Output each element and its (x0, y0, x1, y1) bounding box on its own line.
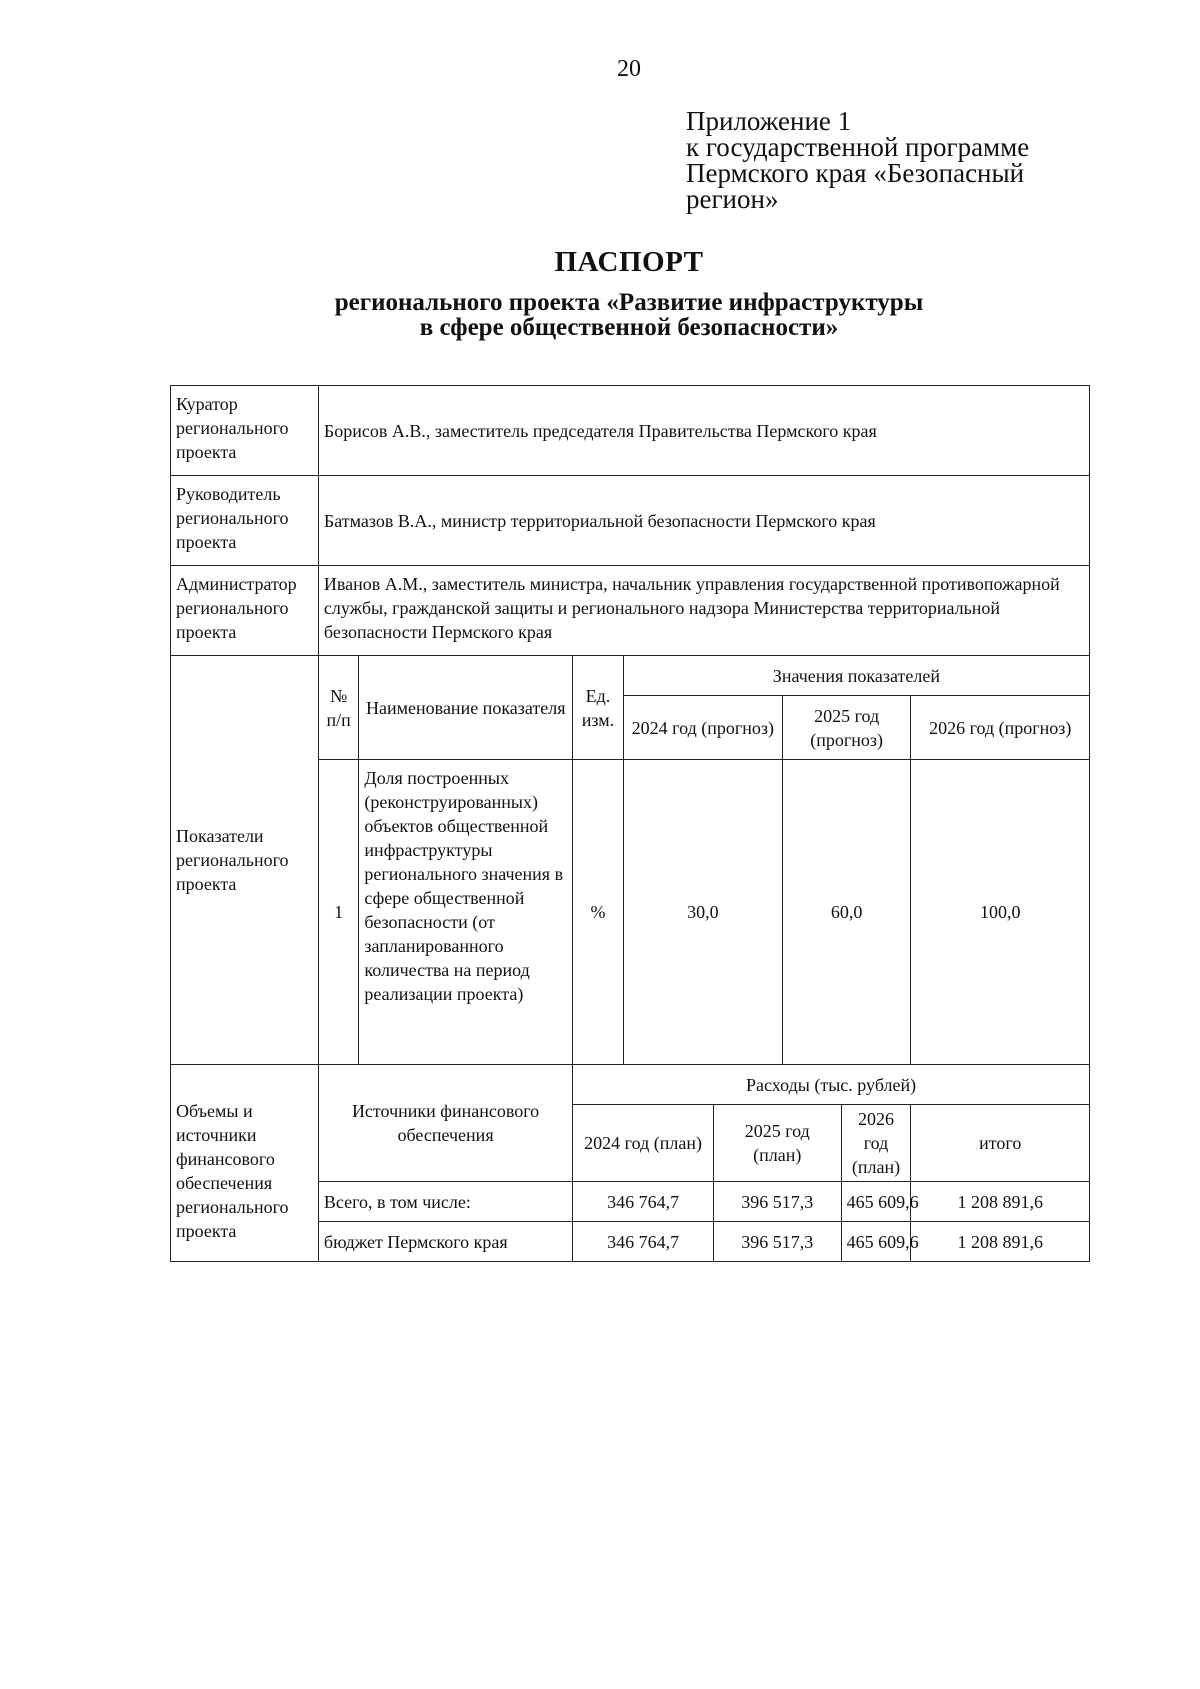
head-value: Батмазов В.А., министр территориальной безопасности Пермского края (318, 476, 1089, 566)
finance-value-2025: 396 517,3 (713, 1182, 841, 1222)
finance-value-2024: 346 764,7 (573, 1182, 714, 1222)
finance-value-total: 1 208 891,6 (911, 1182, 1090, 1222)
curator-row (171, 386, 1090, 476)
appendix-note (686, 108, 1029, 212)
values-header: Значения показателей (623, 656, 1089, 696)
indicator-name: Доля построенных (реконструированных) объектов общественной инфраструктуры регионального значения в сфере общественной безопасности (от запланированного количества на период реализации проекта) (359, 760, 573, 1065)
administrator-value: Иванов А.М., заместитель министра, начальник управления государственной противопожарной службы, гражданской защиты и регионального надзора Министерства территориальной безопасности Пермского края (318, 566, 1089, 656)
finance-source: Всего, в том числе: (318, 1182, 572, 1222)
year-2025-header: 2025 год (прогноз) (782, 696, 911, 760)
appendix-line: Пермского края «Безопасный (686, 158, 1025, 188)
indicator-value-2024: 30,0 (623, 760, 782, 1065)
head-label: Руководитель регионального проекта (171, 476, 319, 566)
total-header: итого (911, 1105, 1090, 1182)
curator-value: Борисов А.В., заместитель председателя Правительства Пермского края (318, 386, 1089, 476)
finance-value-2025: 396 517,3 (713, 1222, 841, 1262)
subtitle-line: регионального проекта «Развитие инфраструктуры (334, 289, 924, 316)
page-number: 20 (617, 56, 641, 82)
head-row (171, 476, 1090, 566)
finance-label: Объемы и источники финансового обеспечения регионального проекта (171, 1065, 319, 1262)
plan-2026-header: 2026 год (план) (841, 1105, 911, 1182)
curator-label: Куратор регионального проекта (171, 386, 319, 476)
year-2024-header: 2024 год (прогноз) (623, 696, 782, 760)
finance-header-row (171, 1065, 1090, 1105)
indicators-label: Показатели регионального проекта (171, 656, 319, 1065)
plan-2025-header: 2025 год (план) (713, 1105, 841, 1182)
subtitle-line: в сфере общественной безопасности» (419, 314, 839, 341)
indicator-value-2025: 60,0 (782, 760, 911, 1065)
indicators-header-row (171, 656, 1090, 696)
administrator-row (171, 566, 1090, 656)
indicator-value-2026: 100,0 (911, 760, 1090, 1065)
col-unit-header: Ед. изм. (573, 656, 624, 760)
plan-2024-header: 2024 год (план) (573, 1105, 714, 1182)
finance-value-total: 1 208 891,6 (911, 1222, 1090, 1262)
document-subtitle (0, 290, 1200, 340)
appendix-line: регион» (686, 184, 779, 214)
finance-source: бюджет Пермского края (318, 1222, 572, 1262)
passport-table (170, 385, 1090, 1262)
finance-value-2024: 346 764,7 (573, 1222, 714, 1262)
appendix-line: к государственной программе (686, 132, 1030, 162)
appendix-line: Приложение 1 (686, 106, 852, 136)
indicator-number: 1 (318, 760, 359, 1065)
indicator-unit: % (573, 760, 624, 1065)
administrator-label: Администратор регионального проекта (171, 566, 319, 656)
col-name-header: Наименование показателя (359, 656, 573, 760)
document-title: ПАСПОРТ (554, 246, 704, 278)
year-2026-header: 2026 год (прогноз) (911, 696, 1090, 760)
finance-value-2026: 465 609,6 (841, 1182, 911, 1222)
col-number-header: № п/п (318, 656, 359, 760)
expenses-header: Расходы (тыс. рублей) (573, 1065, 1090, 1105)
finance-value-2026: 465 609,6 (841, 1222, 911, 1262)
col-source-header: Источники финансового обеспечения (318, 1065, 572, 1182)
